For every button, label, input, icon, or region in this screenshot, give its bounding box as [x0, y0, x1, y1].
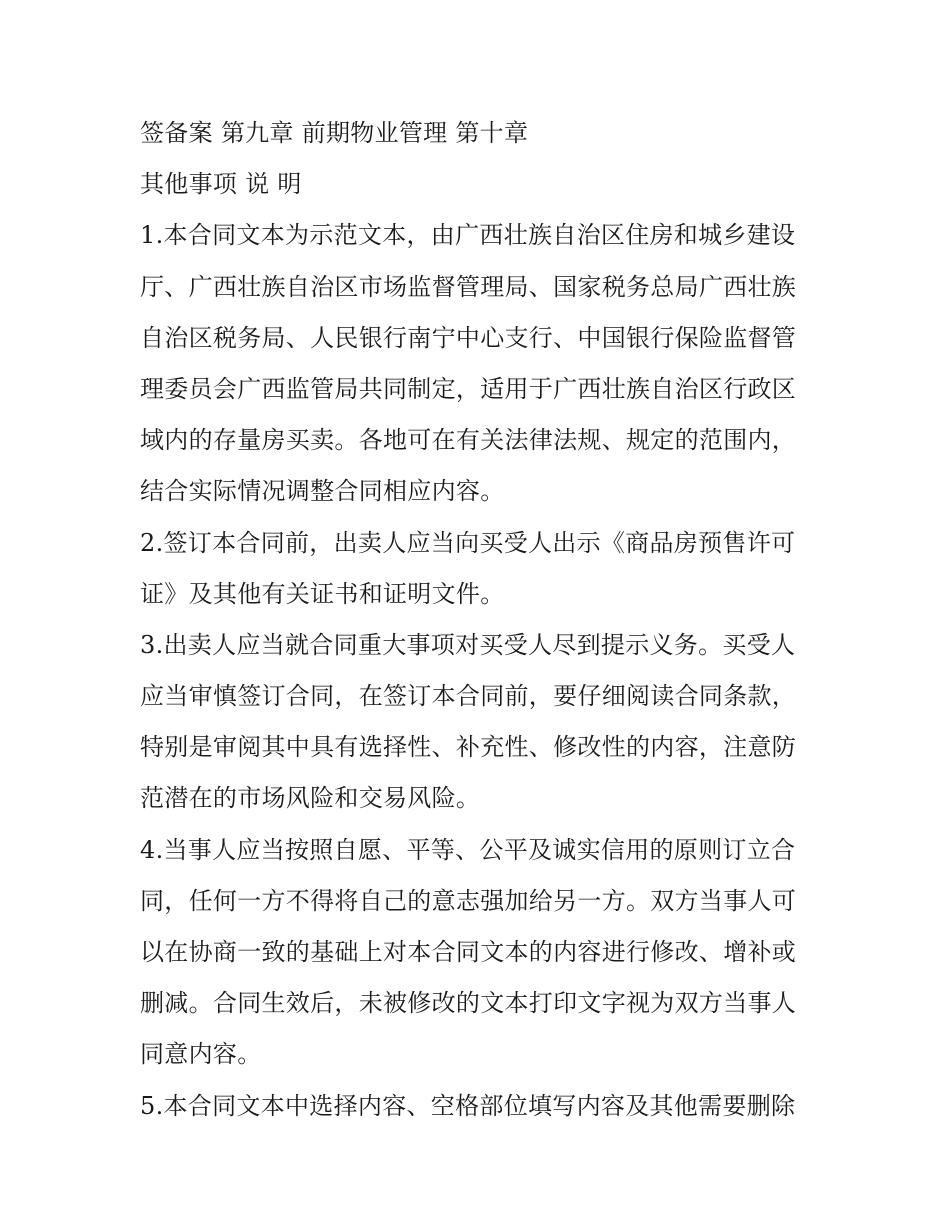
text-line: 1.本合同文本为示范文本，由广西壮族自治区住房和城乡建设	[140, 221, 796, 250]
text-line: 以在协商一致的基础上对本合同文本的内容进行修改、增补或	[140, 938, 797, 966]
text-line: 5.本合同文本中选择内容、空格部位填写内容及其他需要删除	[140, 1091, 796, 1120]
text-line: 证》及其他有关证书和证明文件。	[140, 579, 505, 608]
text-line: 删减。合同生效后，未被修改的文本打印文字视为双方当事人	[140, 989, 797, 1018]
text-line: 结合实际情况调整合同相应内容。	[140, 477, 505, 506]
text-line: 自治区税务局、人民银行南宁中心支行、中国银行保险监督管	[140, 323, 797, 352]
heading-notes: 其他事项 说 明	[140, 170, 302, 199]
text-line: 应当审慎签订合同，在签订本合同前，要仔细阅读合同条款，	[140, 682, 797, 711]
text-line: 同意内容。	[140, 1040, 262, 1069]
text-line: 范潜在的市场风险和交易风险。	[140, 784, 481, 813]
text-line: 特别是审阅其中具有选择性、补充性、修改性的内容，注意防	[140, 733, 797, 762]
text-line: 4.当事人应当按照自愿、平等、公平及诚实信用的原则订立合	[140, 835, 796, 864]
text-line: 厅、广西壮族自治区市场监督管理局、国家税务总局广西壮族	[140, 272, 797, 301]
text-line: 2.签订本合同前，出卖人应当向买受人出示《商品房预售许可	[140, 528, 796, 557]
text-line: 3.出卖人应当就合同重大事项对买受人尽到提示义务。买受人	[140, 630, 796, 659]
text-line: 同，任何一方不得将自己的意志强加给另一方。双方当事人可	[140, 886, 797, 915]
text-line: 域内的存量房买卖。各地可在有关法律法规、规定的范围内，	[140, 426, 797, 455]
heading-chapters: 签备案 第九章 前期物业管理 第十章	[140, 119, 529, 147]
text-line: 理委员会广西监管局共同制定，适用于广西壮族自治区行政区	[140, 374, 797, 403]
document-page	[140, 108, 820, 1132]
